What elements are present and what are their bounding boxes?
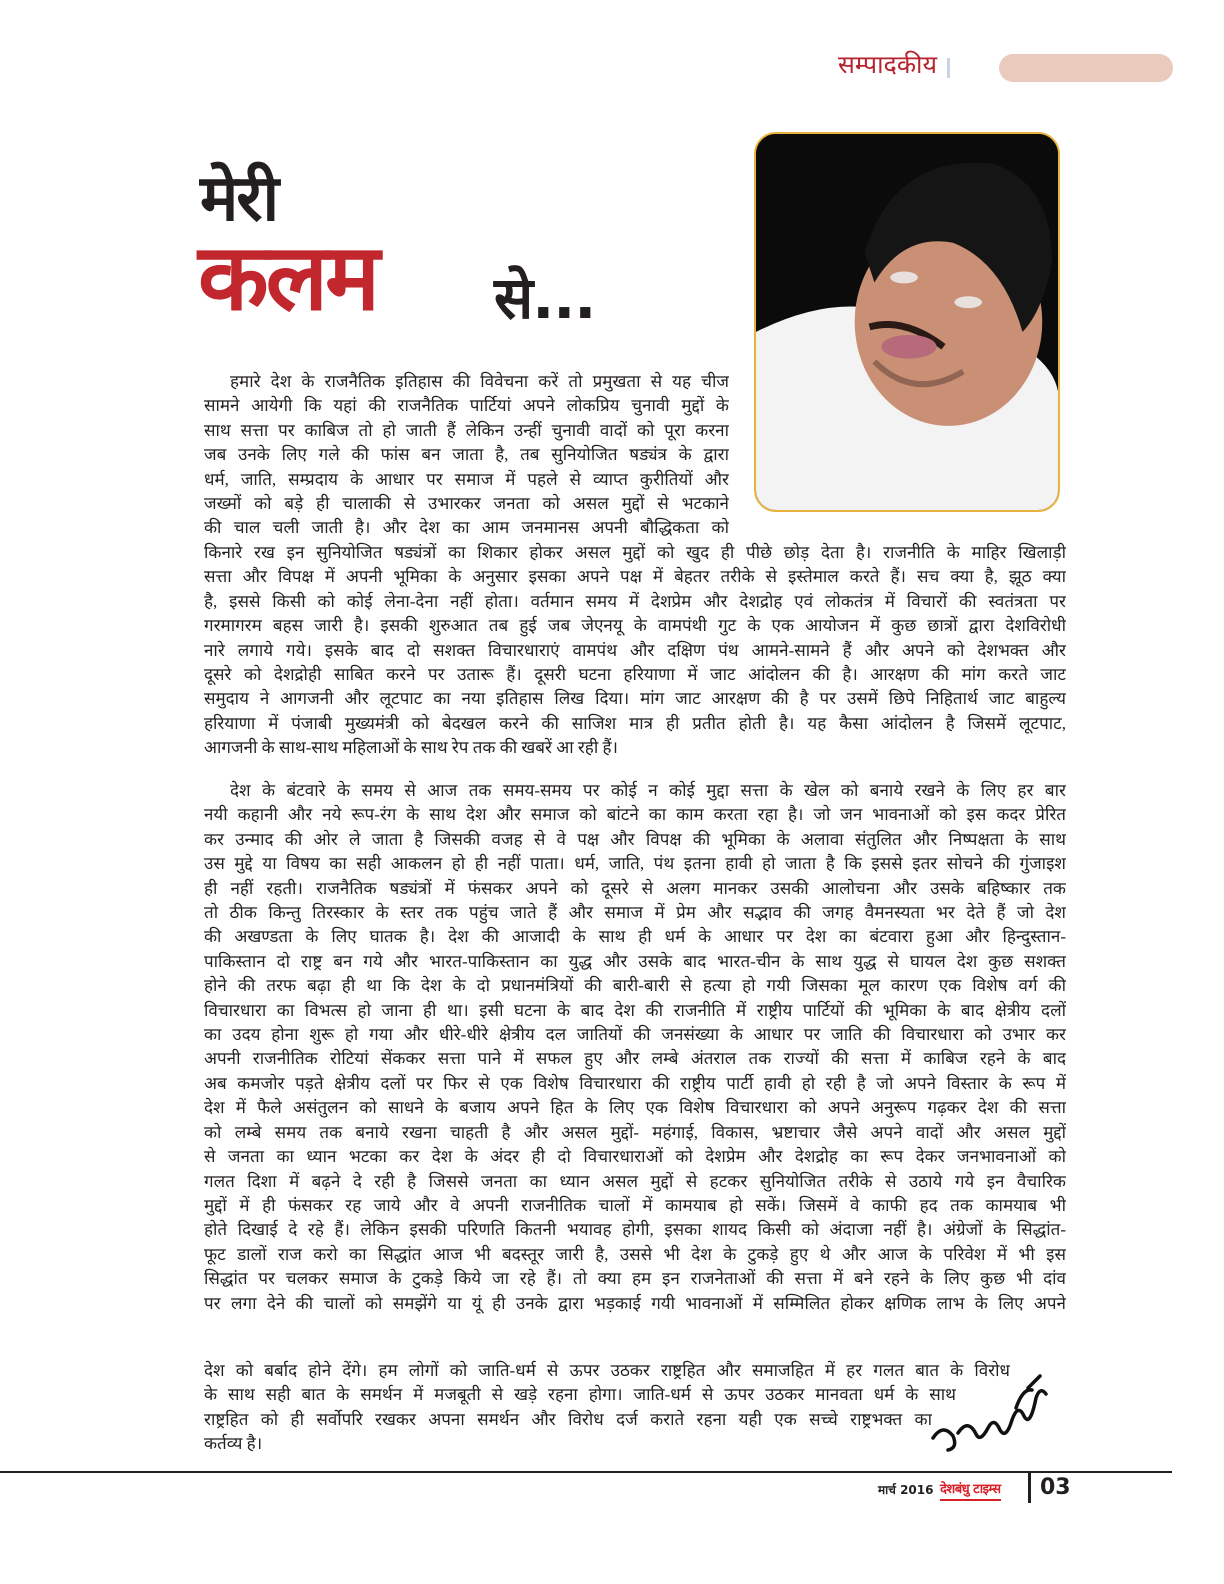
signature-icon bbox=[928, 1368, 1053, 1458]
text-line: गलत दिशा में बढ़ने दे रही है जिससे जनता का ध्यान असल मुद्दों से हटकर सुनियोजित तरीके से उठाये गये इन वैचारिक bbox=[204, 1171, 1066, 1191]
text-line: ही नहीं रहती। राजनैतिक षड्यंत्रों में फंसकर अपने को दूसरे से अलग मानकर उसकी आलोचना और उसके बहिष्कार तक bbox=[204, 878, 1066, 898]
text-line: समुदाय ने आगजनी और लूटपाट का नया इतिहास लिख दिया। मांग जाट आरक्षण की है पर उसमें छिपे निहितार्थ जाट बाहुल्य bbox=[204, 689, 1066, 709]
article-intro bbox=[204, 370, 729, 541]
text-line: तो ठीक किन्तु तिरस्कार के स्तर तक पहुंच जाते हैं और समाज में प्रेम और सद्भाव की जगह वैमनस्यता भर देते हैं जो देश bbox=[204, 903, 1066, 923]
article-paragraph-1 bbox=[204, 541, 1066, 761]
footer-divider bbox=[1028, 1473, 1031, 1503]
text-line: कर्तव्य है। bbox=[204, 1434, 263, 1454]
text-line: सत्ता और विपक्ष में अपनी भूमिका के अनुसार इसका अपने पक्ष में बेहतर तरीके से इस्तेमाल करते हैं। सच क्या है, झूठ क्या bbox=[204, 567, 1066, 587]
footer-rule bbox=[0, 1471, 1172, 1473]
portrait-image bbox=[756, 134, 1058, 510]
text-line: हमारे देश के राजनैतिक इतिहास की विवेचना करें तो प्रमुखता से यह चीज bbox=[230, 372, 729, 391]
text-line: पाकिस्तान दो राष्ट्र बन गये और भारत-पाकिस्तान का युद्ध और उसके बाद भारत-चीन के साथ युद्ध से घायल देश कुछ सशक्त bbox=[204, 951, 1066, 971]
text-line: की अखण्डता के लिए घातक है। देश की आजादी के साथ ही धर्म के आधार पर देश का बंटवारा हुआ और हिन्दुस्तान- bbox=[204, 927, 1066, 947]
article-closing bbox=[204, 1359, 1010, 1457]
text-line: अपनी राजनीतिक रोटियां सेंककर सत्ता पाने में सफल हुए और लम्बे अंतराल तक राज्यों की सत्ता में काबिज रहने के बाद bbox=[204, 1049, 1066, 1069]
text-line: से जनता का ध्यान भटका कर देश के अंदर ही दो विचारधाराओं को देशप्रेम और देशद्रोह का रूप देकर जनभावनाओं को bbox=[204, 1147, 1066, 1167]
text-line: पर लगा देने की चालों को समझेंगे या यूं ही उनके द्वारा भड़काई गयी भावनाओं में सम्मिलित होकर क्षणिक लाभ के लिए अपने bbox=[204, 1293, 1066, 1313]
text-line: सामने आयेगी कि यहां की राजनैतिक पार्टियां अपने लोकप्रिय चुनावी मुद्दों के bbox=[204, 396, 729, 416]
title-line-3: से... bbox=[494, 264, 596, 332]
editor-photo bbox=[754, 132, 1060, 512]
issue-date: मार्च 2016 bbox=[878, 1483, 934, 1497]
page-number: 03 bbox=[1040, 1475, 1071, 1500]
text-line: है, इससे किसी को कोई लेना-देना नहीं होता। वर्तमान समय में देशप्रेम और देशद्रोह एवं लोकतंत्र में विचारों की स्वतंत्रता पर bbox=[204, 591, 1066, 611]
title-line-1: मेरी bbox=[200, 162, 278, 236]
text-line: को लम्बे समय तक बनाये रखना चाहती है और असल मुद्दों- महंगाई, विकास, भ्रष्टाचार जैसे अपने वादों और असल मुद्दों bbox=[204, 1122, 1066, 1142]
section-label: सम्पादकीय bbox=[838, 50, 938, 79]
text-line: जब उनके लिए गले की फांस बन जाता है, तब सुनियोजित षड्यंत्र के द्वारा bbox=[204, 445, 729, 465]
text-line: दूसरे को देशद्रोही साबित करने पर उतारू हैं। दूसरी घटना हरियाणा में जाट आंदोलन की है। आरक्षण की मांग करते जाट bbox=[204, 665, 1066, 685]
text-line: सिद्धांत पर चलकर समाज के टुकड़े किये जा रहे हैं। तो क्या हम इन राजनेताओं की सत्ता में बने रहने के लिए कुछ भी दांव bbox=[204, 1269, 1066, 1289]
text-line: अब कमजोर पड़ते क्षेत्रीय दलों पर फिर से एक विशेष विचारधारा की राष्ट्रीय पार्टी हावी हो रही है जो अपने विस्तार के रूप में bbox=[204, 1073, 1066, 1093]
text-line: फूट डालों राज करो का सिद्धांत आज भी बदस्तूर जारी है, उससे भी देश के टुकड़े हुए थे और आज के परिवेश में भी इस bbox=[204, 1244, 1066, 1264]
section-divider bbox=[947, 58, 950, 78]
text-line: का उदय होना शुरू हो गया और धीरे-धीरे क्षेत्रीय दल जातियों की जनसंख्या के आधार पर जाति की विचारधारा को उभार कर bbox=[204, 1025, 1066, 1045]
text-line: किनारे रख इन सुनियोजित षड्यंत्रों का शिकार होकर असल मुद्दों को खुद ही पीछे छोड़ देता है। राजनीति के माहिर खिलाड़ी bbox=[204, 543, 1066, 562]
text-line: होने की तरफ बढ़ा ही था कि देश के दो प्रधानमंत्रियों की बारी-बारी से हत्या हो गयी जिसका मूल कारण एक विशेष वर्ग की bbox=[204, 976, 1066, 996]
text-line: होते दिखाई दे रहे हैं। लेकिन इसकी परिणति कितनी भयावह होगी, इसका शायद किसी को अंदाजा नहीं है। अंग्रेजों के सिद्धांत- bbox=[204, 1220, 1066, 1240]
text-line: राष्ट्रहित को ही सर्वोपरि रखकर अपना समर्थन और विरोध दर्ज कराते रहना यही एक सच्चे राष्ट्रभक्त का bbox=[204, 1409, 932, 1429]
title-line-2: कलम bbox=[198, 224, 378, 331]
text-line: की चाल चली जाती है। और देश का आम जनमानस अपनी बौद्धिकता को bbox=[204, 518, 729, 538]
text-line: उस मुद्दे या विषय का सही आकलन हो ही नहीं पाता। धर्म, जाति, पंथ इतना हावी हो जाता है कि इससे इतर सोचने की गुंजाइश bbox=[204, 854, 1066, 874]
text-line: साथ सत्ता पर काबिज तो हो जाती हैं लेकिन उन्हीं चुनावी वादों को पूरा करना bbox=[204, 420, 729, 440]
text-line: के साथ सही बात के समर्थन में मजबूती से खड़े रहना होगा। जाति-धर्म से ऊपर उठकर मानवता धर्म के साथ bbox=[204, 1385, 956, 1405]
text-line: हरियाणा में पंजाबी मुख्यमंत्री को बेदखल करने की साजिश मात्र ही प्रतीत होती है। यह कैसा आंदोलन है जिसमें लूटपाट, bbox=[204, 713, 1066, 733]
text-line: विचारधारा का विभत्स हो जाना ही था। इसी घटना के बाद देश की राजनीति में राष्ट्रीय पार्टियों की भूमिका के बाद क्षेत्रीय दलों bbox=[204, 1000, 1066, 1020]
text-line: देश के बंटवारे के समय से आज तक समय-समय पर कोई न कोई मुद्दा सत्ता के खेल को बनाये रखने के लिए हर बार bbox=[230, 781, 1066, 800]
publication-logo: देशबंधु टाइम्स bbox=[940, 1481, 1001, 1501]
text-line: नयी कहानी और नये रूप-रंग के साथ देश और समाज को बांटने का काम करता रहा है। जो जन भावनाओं को इस कदर प्रेरित bbox=[204, 805, 1066, 825]
text-line: आगजनी के साथ-साथ महिलाओं के साथ रेप तक की खबरें आ रही हैं। bbox=[204, 738, 618, 758]
article-paragraph-2 bbox=[204, 779, 1066, 1316]
text-line: नारे लगाये गये। इसके बाद दो सशक्त विचारधाराएं वामपंथ और दक्षिण पंथ आमने-सामने हैं और अपने को देशभक्त और bbox=[204, 640, 1066, 660]
text-line: देश में फैले असंतुलन को साधने के बजाय अपने हित के लिए एक विशेष विचारधारा को अपने अनुरूप गढ़कर देश की सत्ता bbox=[204, 1098, 1066, 1118]
text-line: जख्मों को बड़े ही चालाकी से उभारकर जनता को असल मुद्दों से भटकाने bbox=[204, 494, 729, 514]
text-line: कर उन्माद की ओर ले जाता है जिसकी वजह से वे पक्ष और विपक्ष की भूमिका के अलावा संतुलित और निष्पक्षता के साथ bbox=[204, 829, 1066, 849]
text-line: गरमागरम बहस जारी है। इसकी शुरुआत तब हुई जब जेएनयू के वामपंथी गुट के एक आयोजन में कुछ छात्रों द्वारा देशविरोधी bbox=[204, 616, 1066, 636]
text-line: मुद्दों में ही फंसकर रह जाये और वे अपनी राजनीतिक चालों में कामयाब हो सकें। जिसमें वे काफी हद तक कामयाब भी bbox=[204, 1195, 1066, 1215]
author-signature bbox=[928, 1368, 1053, 1458]
text-line: देश को बर्बाद होने देंगे। हम लोगों को जाति-धर्म से ऊपर उठकर राष्ट्रहित और समाजहित में हर गलत बात के विरोध bbox=[204, 1361, 1010, 1380]
section-pill-decoration bbox=[999, 54, 1173, 82]
text-line: धर्म, जाति, सम्प्रदाय के आधार पर समाज में पहले से व्याप्त कुरीतियों और bbox=[204, 469, 729, 489]
